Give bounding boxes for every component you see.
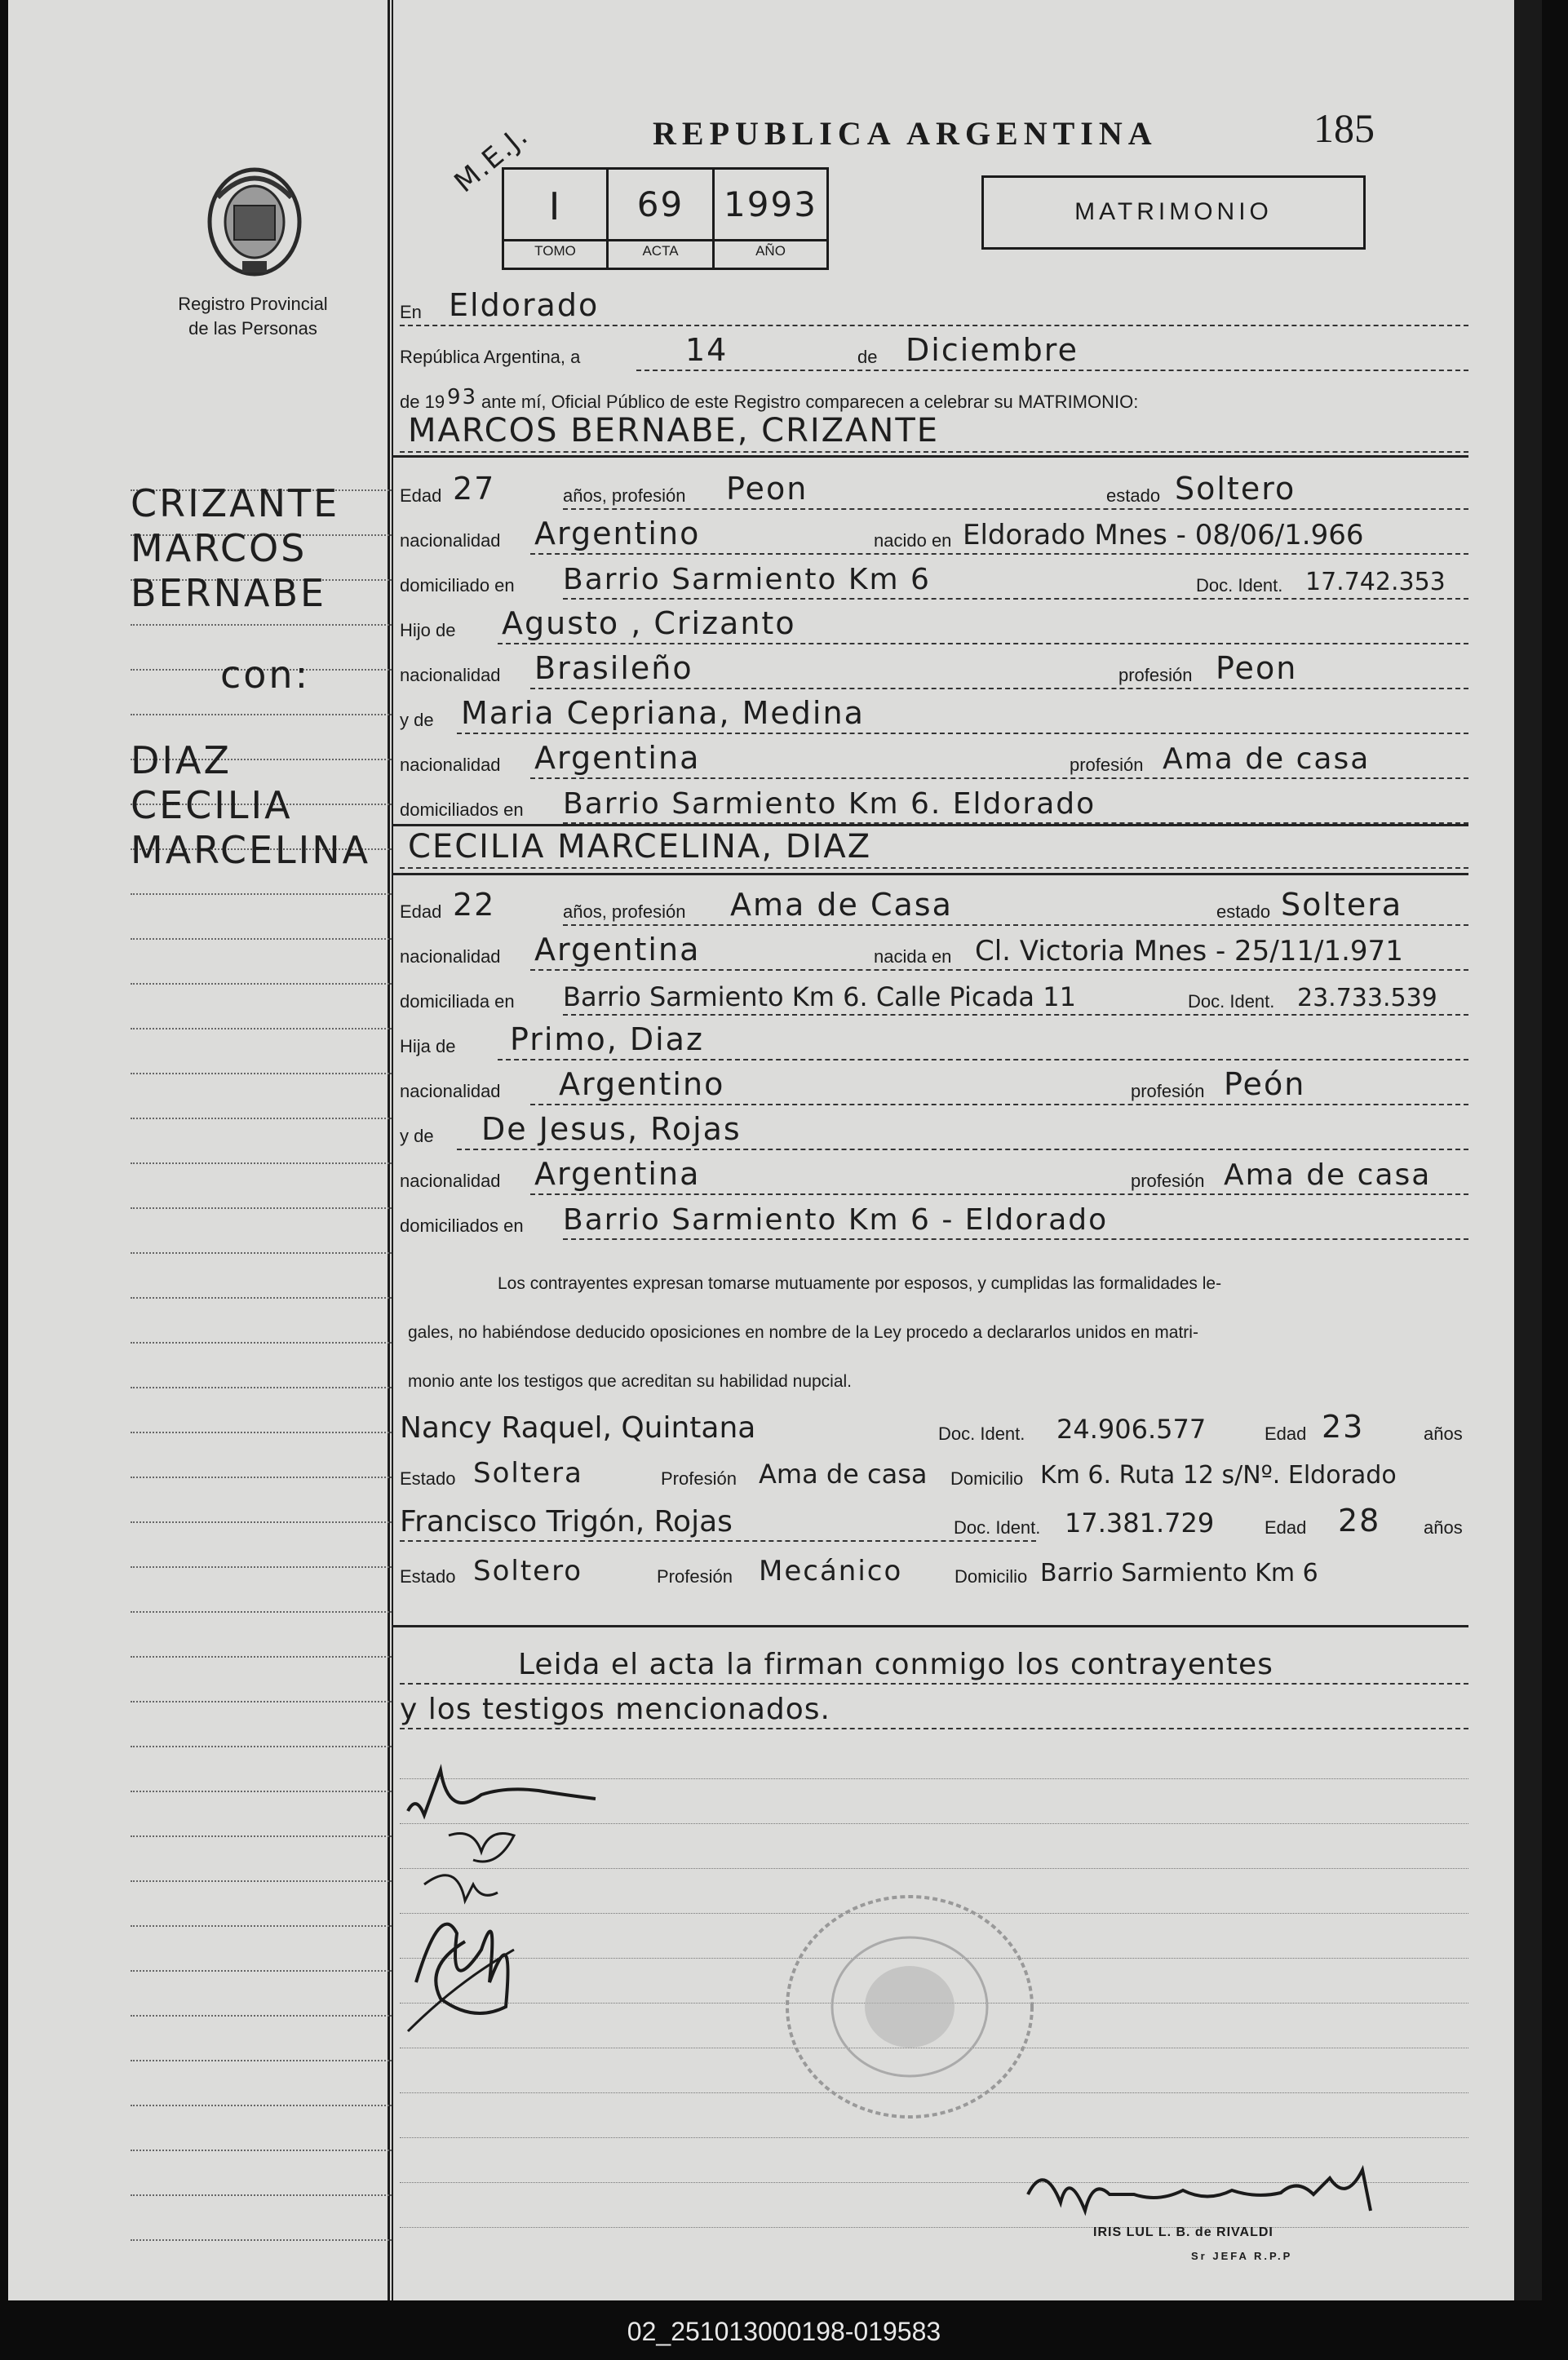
row-witness1-name (400, 1407, 1468, 1451)
witness2-anos-label: años (1424, 1517, 1463, 1538)
groom-domiciliado-label: domiciliado en (400, 575, 515, 596)
bride-hija-label: Hija de (400, 1036, 456, 1056)
register-page (8, 0, 1542, 2300)
groom-doc: 17.742.353 (1305, 568, 1446, 596)
bride-y-de-label: y de (400, 1126, 434, 1146)
row-bride-name (400, 828, 1468, 872)
column-divider (388, 0, 390, 2300)
bride-mother: De Jesus, Rojas (481, 1111, 742, 1147)
groom-father-prof-label: profesión (1114, 665, 1198, 686)
witness1-doc-label: Doc. Ident. (938, 1424, 1025, 1444)
record-number-box (502, 167, 829, 270)
witness1-profession: Ama de casa (759, 1459, 928, 1490)
groom-nacionalidad-label: nacionalidad (400, 530, 501, 551)
bride-mother-nat-label: nacionalidad (400, 1171, 501, 1191)
bride-father-prof: Peón (1224, 1066, 1306, 1102)
intro-text: ante mí, Oficial Público de este Registro comparecen a celebrar su MATRIMONIO: (481, 392, 1139, 412)
groom-address: Barrio Sarmiento Km 6 (563, 563, 931, 596)
section-divider-closing (392, 1625, 1468, 1627)
witness1-age: 23 (1322, 1409, 1365, 1445)
registry-name-line2: de las Personas (188, 318, 317, 339)
bride-father: Primo, Diaz (510, 1021, 704, 1057)
de-label: de (853, 347, 882, 368)
row-bride-address (400, 975, 1468, 1019)
witness2-domicilio-label: Domicilio (955, 1566, 1028, 1587)
witness1-anos-label: años (1424, 1424, 1463, 1444)
groom-estado-label: estado (1101, 485, 1165, 507)
bride-estado-label: estado (1211, 901, 1275, 923)
place-value: Eldorado (449, 287, 600, 323)
section-divider-bride-top (392, 824, 1468, 826)
groom-mother: Maria Cepriana, Medina (461, 695, 865, 731)
coat-of-arms-icon (200, 163, 310, 286)
document-type: MATRIMONIO (1074, 198, 1273, 225)
row-witness2-name (400, 1501, 1468, 1545)
official-signature (1020, 2145, 1411, 2235)
groom-nationality: Argentino (534, 516, 701, 551)
row-groom-mother-nat (400, 738, 1468, 782)
groom-age: 27 (453, 471, 496, 507)
bride-father-nat-label: nacionalidad (400, 1081, 501, 1101)
de-19-label: de 19 (400, 392, 445, 412)
row-groom-nationality (400, 514, 1468, 558)
witness2-profession: Mecánico (759, 1555, 903, 1587)
en-label: En (400, 302, 422, 322)
bride-domiciliada-label: domiciliada en (400, 991, 515, 1012)
acta-value: 69 (636, 184, 684, 224)
groom-edad-label: Edad (400, 485, 442, 506)
groom-mother-prof: Ama de casa (1163, 742, 1371, 776)
bride-anos-profesion-label: años, profesión (563, 901, 690, 923)
image-id-footer: 02_251013000198-019583 (627, 2317, 941, 2346)
row-bride-parents-address (400, 1199, 1468, 1243)
groom-name: MARCOS BERNABE, CRIZANTE (408, 412, 940, 449)
row-bride-nationality (400, 930, 1468, 974)
row-bride-father (400, 1020, 1468, 1064)
margin-con: con: (220, 653, 311, 697)
bride-nationality: Argentina (534, 932, 701, 967)
day-value: 14 (685, 332, 729, 368)
row-witness1-details (400, 1452, 1468, 1496)
closing-line2: y los testigos mencionados. (400, 1693, 831, 1726)
declaration-line2: gales, no habiéndose deducido oposiciones en nombre de la Ley procedo a declararlos unidos en matri- (408, 1323, 1198, 1342)
official-name: IRIS LUL L. B. de RIVALDI (1093, 2225, 1273, 2239)
row-bride-age (400, 885, 1468, 929)
groom-father-nat-label: nacionalidad (400, 665, 501, 685)
row-witness2-details (400, 1550, 1468, 1594)
row-groom-mother (400, 693, 1468, 737)
section-divider-bride (392, 873, 1468, 875)
witness2-doc: 17.381.729 (1065, 1508, 1215, 1539)
document-title: REPUBLICA ARGENTINA (653, 115, 1158, 152)
republica-label: República Argentina, a (400, 347, 581, 367)
bride-domiciliados-label: domiciliados en (400, 1215, 524, 1236)
row-groom-parents-address (400, 783, 1468, 827)
bride-address: Barrio Sarmiento Km 6. Calle Picada 11 (563, 981, 1076, 1012)
groom-hijo-label: Hijo de (400, 620, 456, 640)
stamp-initials: M.E.J. (448, 118, 535, 200)
declaration-line1: Los contrayentes expresan tomarse mutuamente por esposos, y cumplidas las formalidades le- (498, 1274, 1222, 1293)
margin-groom-line1: CRIZANTE (131, 481, 340, 525)
year-suffix-value: 93 (447, 385, 478, 410)
bride-name: CECILIA MARCELINA, DIAZ (408, 828, 872, 866)
page-number: 185 (1313, 105, 1375, 151)
row-groom-address (400, 559, 1468, 603)
row-groom-father (400, 604, 1468, 648)
margin-groom-line2: MARCOS (131, 526, 308, 570)
witness1-profesion-label: Profesión (661, 1468, 737, 1489)
groom-nacido-label: nacido en (869, 530, 956, 551)
signatures-drawing (392, 1738, 734, 2080)
bride-edad-label: Edad (400, 901, 442, 922)
witness1-estado: Soltera (473, 1457, 583, 1490)
bride-nacionalidad-label: nacionalidad (400, 946, 501, 967)
bride-nacida-label: nacida en (869, 946, 956, 967)
row-closing-line2 (400, 1689, 1468, 1733)
tomo-value: I (548, 184, 562, 228)
section-divider-groom (392, 455, 1468, 458)
witness1-name: Nancy Raquel, Quintana (400, 1411, 756, 1445)
bride-doc-label: Doc. Ident. (1183, 991, 1279, 1012)
groom-y-de-label: y de (400, 710, 434, 730)
groom-father-prof: Peon (1216, 650, 1298, 686)
witness1-doc: 24.906.577 (1056, 1414, 1207, 1445)
bride-mother-prof-label: profesión (1126, 1171, 1210, 1192)
witness2-profesion-label: Profesión (657, 1566, 733, 1587)
bride-mother-nat: Argentina (534, 1156, 701, 1192)
witness1-edad-label: Edad (1265, 1424, 1307, 1444)
closing-line1: Leida el acta la firman conmigo los contrayentes (518, 1648, 1273, 1681)
margin-bride-line3: MARCELINA (131, 828, 371, 872)
acta-label: ACTA (642, 243, 679, 259)
registry-name-line1: Registro Provincial (178, 294, 328, 314)
row-groom-age (400, 469, 1468, 513)
bride-profession: Ama de Casa (730, 887, 953, 923)
margin-bride-line1: DIAZ (131, 738, 232, 782)
bride-parents-address: Barrio Sarmiento Km 6 - Eldorado (563, 1203, 1109, 1237)
witness1-address: Km 6. Ruta 12 s/Nº. Eldorado (1040, 1461, 1397, 1490)
witness1-estado-label: Estado (400, 1468, 456, 1489)
row-closing-line1 (400, 1644, 1468, 1688)
witness2-doc-label: Doc. Ident. (950, 1517, 1043, 1539)
witness2-name: Francisco Trigón, Rojas (400, 1505, 733, 1539)
groom-domiciliados-label: domiciliados en (400, 799, 524, 820)
groom-parents-address: Barrio Sarmiento Km 6. Eldorado (563, 787, 1096, 821)
row-bride-father-nat (400, 1065, 1468, 1109)
row-groom-father-nat (400, 649, 1468, 693)
witness1-domicilio-label: Domicilio (950, 1468, 1024, 1489)
row-bride-mother (400, 1109, 1468, 1153)
groom-father-nat: Brasileño (534, 650, 693, 686)
margin-bride-line2: CECILIA (131, 783, 293, 827)
groom-mother-nat: Argentina (534, 740, 701, 776)
registry-seal-icon (775, 1884, 1044, 2129)
bride-doc: 23.733.539 (1297, 984, 1437, 1012)
groom-estado: Soltero (1175, 471, 1296, 507)
month-value: Diciembre (906, 332, 1079, 368)
bride-father-nat: Argentino (559, 1066, 725, 1102)
bride-mother-prof: Ama de casa (1224, 1158, 1432, 1192)
ano-label: AÑO (755, 243, 786, 259)
groom-profession: Peon (726, 471, 808, 507)
official-title: Sr JEFA R.P.P (1191, 2250, 1293, 2262)
row-bride-mother-nat (400, 1154, 1468, 1198)
declaration-line3: monio ante los testigos que acreditan su habilidad nupcial. (408, 1372, 853, 1391)
groom-anos-profesion-label: años, profesión (563, 485, 690, 507)
row-place (400, 286, 1468, 330)
witness2-edad-label: Edad (1265, 1517, 1307, 1538)
document-type-box (981, 175, 1366, 250)
groom-mother-prof-label: profesión (1065, 755, 1149, 776)
row-groom-name (400, 412, 1468, 456)
bride-estado: Soltera (1281, 887, 1403, 923)
groom-mother-nat-label: nacionalidad (400, 755, 501, 775)
groom-birth: Eldorado Mnes - 08/06/1.966 (963, 519, 1364, 551)
bride-birth: Cl. Victoria Mnes - 25/11/1.971 (975, 935, 1403, 967)
witness2-age: 28 (1338, 1503, 1381, 1539)
witness2-address: Barrio Sarmiento Km 6 (1040, 1559, 1318, 1587)
margin-groom-line3: BERNABE (131, 571, 327, 615)
groom-doc-label: Doc. Ident. (1191, 575, 1287, 596)
ano-value: 1993 (724, 184, 817, 224)
groom-father: Agusto , Crizanto (502, 605, 796, 641)
witness2-estado-label: Estado (400, 1566, 456, 1587)
tomo-label: TOMO (534, 243, 576, 259)
witness2-estado: Soltero (473, 1555, 583, 1587)
row-date (400, 330, 1468, 374)
bride-age: 22 (453, 887, 496, 923)
bride-father-prof-label: profesión (1126, 1081, 1210, 1102)
